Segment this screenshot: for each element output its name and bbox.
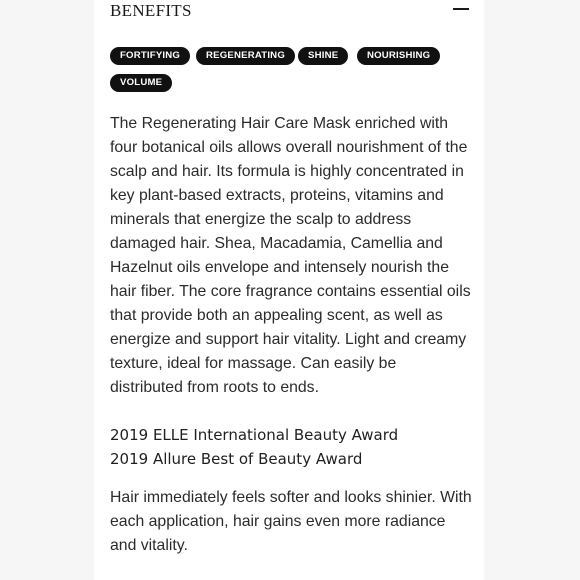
award-item: 2019 ELLE International Beauty Award: [110, 426, 399, 444]
tag-volume[interactable]: VOLUME: [110, 74, 172, 92]
minus-icon[interactable]: [451, 2, 471, 16]
tag-fortifying[interactable]: FORTIFYING: [110, 47, 190, 65]
section-title: BENEFITS: [110, 1, 192, 20]
tag-nourishing[interactable]: NOURISHING: [357, 47, 440, 65]
benefits-panel: [94, 0, 484, 580]
awards-list: [110, 423, 472, 471]
tag-shine[interactable]: SHINE: [298, 47, 348, 65]
benefits-section-header[interactable]: [110, 0, 470, 26]
tag-regenerating[interactable]: REGENERATING: [196, 47, 295, 65]
minus-icon-bar: [453, 8, 469, 10]
closing-statement: Hair immediately feels softer and looks shinier. With each application, hair gains even more radiance and vitality.: [110, 489, 472, 554]
product-description: The Regenerating Hair Care Mask enriched with four botanical oils allows overall nourishment of the scalp and hair. Its formula is highly concentrated in key plant-based extracts, proteins, vitamins and minerals that energize the scalp to address damaged hair. Shea, Macadamia, Camellia and Hazelnut oils envelope and intensely nourish the hair fiber. The core fragrance contains essential oils that provide both an appealing scent, as well as energize and support hair vitality. Light and creamy texture, ideal for massage. Can easily be distributed from roots to ends.: [110, 115, 471, 396]
award-item: 2019 Allure Best of Beauty Award: [110, 450, 363, 468]
